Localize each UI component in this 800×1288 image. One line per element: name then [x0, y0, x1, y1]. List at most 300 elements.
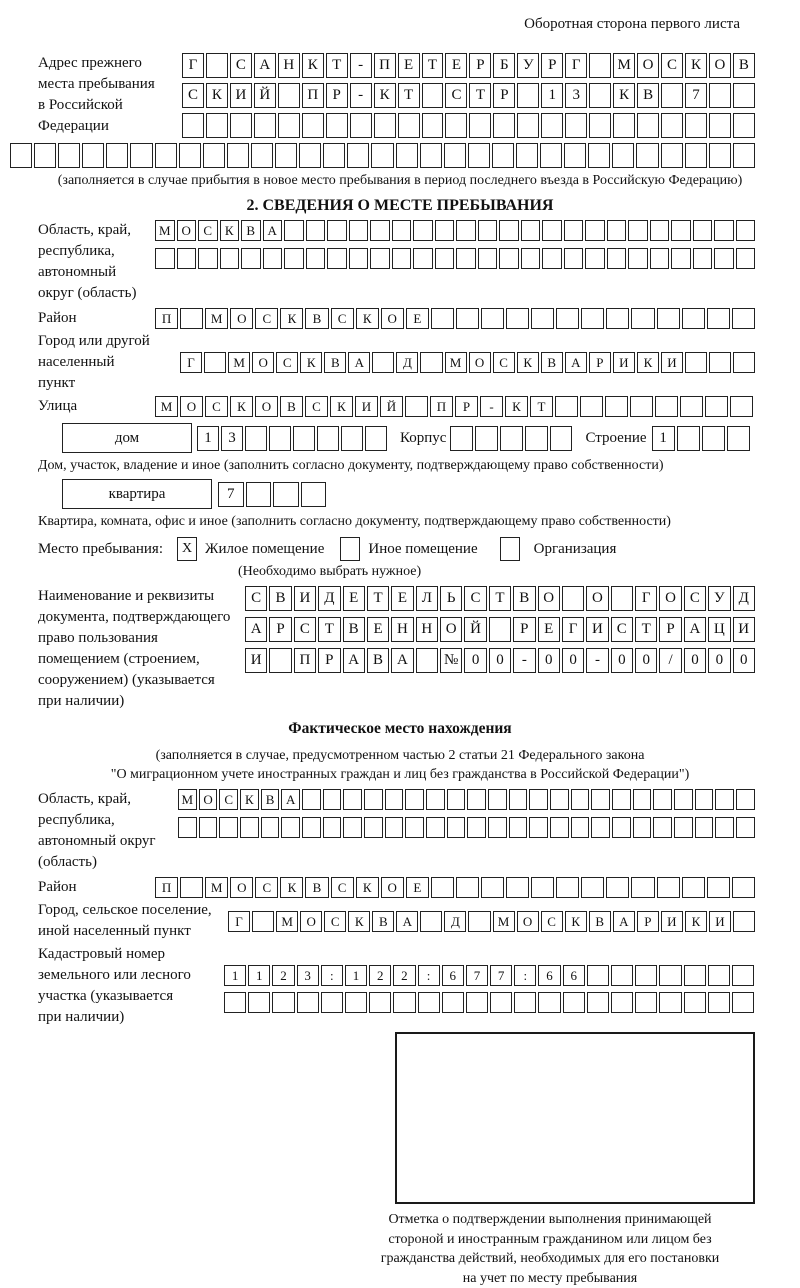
char-cell[interactable]: И	[613, 352, 635, 373]
char-cell[interactable]	[155, 248, 175, 269]
residence-checkbox-organization[interactable]	[500, 537, 520, 561]
char-cell[interactable]	[469, 113, 491, 138]
char-cell[interactable]: О	[659, 586, 681, 611]
char-cell[interactable]	[702, 426, 725, 451]
char-cell[interactable]	[571, 789, 590, 810]
char-cell[interactable]: Е	[343, 586, 365, 611]
char-cell[interactable]: С	[182, 83, 204, 108]
char-cell[interactable]	[709, 143, 731, 168]
char-cell[interactable]: К	[517, 352, 539, 373]
char-cell[interactable]	[709, 83, 731, 108]
char-cell[interactable]	[371, 143, 393, 168]
char-cell[interactable]	[714, 248, 734, 269]
char-cell[interactable]: :	[418, 965, 440, 986]
char-cell[interactable]	[708, 992, 730, 1013]
char-cell[interactable]	[589, 83, 611, 108]
char-cell[interactable]	[206, 113, 228, 138]
char-cell[interactable]	[372, 352, 394, 373]
char-cell[interactable]: К	[374, 83, 396, 108]
char-cell[interactable]	[659, 992, 681, 1013]
char-cell[interactable]	[297, 992, 319, 1013]
char-cell[interactable]: В	[269, 586, 291, 611]
char-cell[interactable]: 3	[297, 965, 319, 986]
char-cell[interactable]	[385, 789, 404, 810]
char-cell[interactable]	[420, 143, 442, 168]
char-cell[interactable]	[490, 992, 512, 1013]
char-cell[interactable]	[302, 789, 321, 810]
char-cell[interactable]	[468, 911, 490, 932]
char-cell[interactable]	[499, 220, 519, 241]
char-cell[interactable]	[637, 113, 659, 138]
char-cell[interactable]	[589, 53, 611, 78]
char-cell[interactable]	[302, 113, 324, 138]
char-cell[interactable]: :	[514, 965, 536, 986]
char-cell[interactable]	[393, 992, 415, 1013]
char-cell[interactable]: -	[513, 648, 535, 673]
char-cell[interactable]	[499, 248, 519, 269]
char-cell[interactable]	[422, 83, 444, 108]
char-cell[interactable]: И	[661, 911, 683, 932]
char-cell[interactable]	[605, 396, 628, 417]
char-cell[interactable]	[611, 586, 633, 611]
char-cell[interactable]: Г	[562, 617, 584, 642]
char-cell[interactable]	[733, 83, 755, 108]
char-cell[interactable]	[177, 248, 197, 269]
char-cell[interactable]: Ь	[440, 586, 462, 611]
char-cell[interactable]: Е	[538, 617, 560, 642]
char-cell[interactable]	[220, 248, 240, 269]
char-cell[interactable]	[321, 992, 343, 1013]
char-cell[interactable]: 6	[538, 965, 560, 986]
char-cell[interactable]	[674, 817, 693, 838]
char-cell[interactable]: В	[343, 617, 365, 642]
char-cell[interactable]	[374, 113, 396, 138]
char-cell[interactable]	[653, 789, 672, 810]
char-cell[interactable]	[488, 789, 507, 810]
char-cell[interactable]: Е	[445, 53, 467, 78]
char-cell[interactable]: Д	[396, 352, 418, 373]
char-cell[interactable]: А	[245, 617, 267, 642]
char-cell[interactable]: Р	[541, 53, 563, 78]
char-cell[interactable]: С	[255, 308, 278, 329]
char-cell[interactable]	[489, 617, 511, 642]
char-cell[interactable]: А	[254, 53, 276, 78]
char-cell[interactable]	[456, 220, 476, 241]
char-cell[interactable]	[323, 789, 342, 810]
char-cell[interactable]: Й	[464, 617, 486, 642]
char-cell[interactable]	[695, 789, 714, 810]
char-cell[interactable]	[630, 396, 653, 417]
char-cell[interactable]	[736, 789, 755, 810]
char-cell[interactable]: О	[469, 352, 491, 373]
char-cell[interactable]: О	[199, 789, 218, 810]
char-cell[interactable]: В	[513, 586, 535, 611]
char-cell[interactable]	[707, 308, 730, 329]
char-cell[interactable]	[444, 143, 466, 168]
char-cell[interactable]	[653, 817, 672, 838]
char-cell[interactable]	[589, 113, 611, 138]
char-cell[interactable]	[350, 113, 372, 138]
char-cell[interactable]: 0	[635, 648, 657, 673]
char-cell[interactable]	[481, 877, 504, 898]
char-cell[interactable]: В	[589, 911, 611, 932]
char-cell[interactable]: С	[331, 877, 354, 898]
char-cell[interactable]: Н	[416, 617, 438, 642]
char-cell[interactable]	[343, 789, 362, 810]
char-cell[interactable]	[456, 248, 476, 269]
char-cell[interactable]: Й	[380, 396, 403, 417]
char-cell[interactable]: 1	[345, 965, 367, 986]
char-cell[interactable]: П	[155, 308, 178, 329]
char-cell[interactable]	[468, 143, 490, 168]
char-cell[interactable]: К	[505, 396, 528, 417]
char-cell[interactable]: П	[302, 83, 324, 108]
char-cell[interactable]: О	[177, 220, 197, 241]
char-cell[interactable]	[521, 248, 541, 269]
char-cell[interactable]	[671, 248, 691, 269]
char-cell[interactable]	[106, 143, 128, 168]
char-cell[interactable]: М	[493, 911, 515, 932]
char-cell[interactable]: А	[613, 911, 635, 932]
char-cell[interactable]: 6	[442, 965, 464, 986]
char-cell[interactable]: О	[538, 586, 560, 611]
char-cell[interactable]	[182, 113, 204, 138]
char-cell[interactable]	[442, 992, 464, 1013]
char-cell[interactable]: Е	[406, 308, 429, 329]
residence-checkbox-other-premises[interactable]	[340, 537, 360, 561]
char-cell[interactable]: М	[205, 877, 228, 898]
char-cell[interactable]: Р	[318, 648, 340, 673]
char-cell[interactable]: С	[464, 586, 486, 611]
char-cell[interactable]	[272, 992, 294, 1013]
char-cell[interactable]	[481, 308, 504, 329]
char-cell[interactable]	[709, 113, 731, 138]
char-cell[interactable]	[323, 143, 345, 168]
char-cell[interactable]	[364, 789, 383, 810]
char-cell[interactable]	[564, 143, 586, 168]
char-cell[interactable]: К	[220, 220, 240, 241]
char-cell[interactable]	[506, 877, 529, 898]
char-cell[interactable]	[341, 426, 363, 451]
char-cell[interactable]	[203, 143, 225, 168]
char-cell[interactable]	[693, 248, 713, 269]
char-cell[interactable]	[736, 248, 756, 269]
char-cell[interactable]: Р	[326, 83, 348, 108]
char-cell[interactable]: О	[381, 877, 404, 898]
char-cell[interactable]: С	[493, 352, 515, 373]
char-cell[interactable]: О	[637, 53, 659, 78]
char-cell[interactable]	[732, 877, 755, 898]
char-cell[interactable]: 1	[248, 965, 270, 986]
char-cell[interactable]: К	[348, 911, 370, 932]
char-cell[interactable]: Е	[391, 586, 413, 611]
char-cell[interactable]	[529, 817, 548, 838]
char-cell[interactable]: 0	[489, 648, 511, 673]
char-cell[interactable]: Т	[635, 617, 657, 642]
char-cell[interactable]	[661, 113, 683, 138]
char-cell[interactable]: Д	[318, 586, 340, 611]
char-cell[interactable]: К	[685, 53, 707, 78]
char-cell[interactable]	[650, 248, 670, 269]
char-cell[interactable]	[587, 992, 609, 1013]
char-cell[interactable]	[564, 248, 584, 269]
char-cell[interactable]	[58, 143, 80, 168]
char-cell[interactable]	[345, 992, 367, 1013]
char-cell[interactable]: -	[350, 53, 372, 78]
char-cell[interactable]	[531, 877, 554, 898]
char-cell[interactable]	[426, 789, 445, 810]
char-cell[interactable]	[525, 426, 548, 451]
char-cell[interactable]	[732, 965, 754, 986]
char-cell[interactable]	[180, 877, 203, 898]
char-cell[interactable]	[467, 789, 486, 810]
char-cell[interactable]: Е	[398, 53, 420, 78]
char-cell[interactable]	[541, 113, 563, 138]
char-cell[interactable]: С	[611, 617, 633, 642]
char-cell[interactable]	[347, 143, 369, 168]
char-cell[interactable]	[206, 53, 228, 78]
char-cell[interactable]	[252, 911, 274, 932]
char-cell[interactable]	[733, 143, 755, 168]
char-cell[interactable]	[661, 83, 683, 108]
char-cell[interactable]: С	[331, 308, 354, 329]
char-cell[interactable]: Р	[659, 617, 681, 642]
char-cell[interactable]	[467, 817, 486, 838]
char-cell[interactable]	[550, 817, 569, 838]
char-cell[interactable]	[420, 352, 442, 373]
char-cell[interactable]: П	[374, 53, 396, 78]
char-cell[interactable]	[607, 220, 627, 241]
char-cell[interactable]: Г	[180, 352, 202, 373]
char-cell[interactable]	[659, 965, 681, 986]
char-cell[interactable]: С	[276, 352, 298, 373]
char-cell[interactable]: М	[155, 396, 178, 417]
char-cell[interactable]	[684, 992, 706, 1013]
char-cell[interactable]: О	[381, 308, 404, 329]
char-cell[interactable]	[273, 482, 299, 507]
char-cell[interactable]	[607, 248, 627, 269]
char-cell[interactable]: М	[613, 53, 635, 78]
char-cell[interactable]	[306, 248, 326, 269]
char-cell[interactable]: О	[180, 396, 203, 417]
char-cell[interactable]	[254, 113, 276, 138]
char-cell[interactable]	[611, 992, 633, 1013]
char-cell[interactable]	[10, 143, 32, 168]
char-cell[interactable]: О	[252, 352, 274, 373]
char-cell[interactable]: :	[321, 965, 343, 986]
char-cell[interactable]	[516, 143, 538, 168]
char-cell[interactable]	[230, 113, 252, 138]
char-cell[interactable]: 0	[708, 648, 730, 673]
char-cell[interactable]: Т	[469, 83, 491, 108]
char-cell[interactable]	[488, 817, 507, 838]
char-cell[interactable]	[422, 113, 444, 138]
char-cell[interactable]	[284, 248, 304, 269]
char-cell[interactable]: В	[261, 789, 280, 810]
char-cell[interactable]	[517, 113, 539, 138]
char-cell[interactable]	[445, 113, 467, 138]
char-cell[interactable]: С	[245, 586, 267, 611]
char-cell[interactable]	[628, 220, 648, 241]
char-cell[interactable]: С	[205, 396, 228, 417]
char-cell[interactable]	[278, 83, 300, 108]
char-cell[interactable]: О	[255, 396, 278, 417]
char-cell[interactable]	[732, 992, 754, 1013]
char-cell[interactable]: О	[440, 617, 462, 642]
char-cell[interactable]: /	[659, 648, 681, 673]
char-cell[interactable]	[655, 396, 678, 417]
char-cell[interactable]	[82, 143, 104, 168]
char-cell[interactable]: К	[230, 396, 253, 417]
char-cell[interactable]: С	[198, 220, 218, 241]
char-cell[interactable]	[456, 308, 479, 329]
char-cell[interactable]	[509, 789, 528, 810]
char-cell[interactable]	[531, 308, 554, 329]
char-cell[interactable]	[563, 992, 585, 1013]
char-cell[interactable]	[730, 396, 753, 417]
char-cell[interactable]	[674, 789, 693, 810]
char-cell[interactable]: 7	[490, 965, 512, 986]
char-cell[interactable]	[707, 877, 730, 898]
char-cell[interactable]: А	[348, 352, 370, 373]
char-cell[interactable]: Е	[406, 877, 429, 898]
char-cell[interactable]	[180, 308, 203, 329]
char-cell[interactable]	[398, 113, 420, 138]
char-cell[interactable]: Ц	[708, 617, 730, 642]
char-cell[interactable]	[588, 143, 610, 168]
char-cell[interactable]	[585, 248, 605, 269]
char-cell[interactable]	[392, 248, 412, 269]
char-cell[interactable]	[631, 308, 654, 329]
char-cell[interactable]	[418, 992, 440, 1013]
char-cell[interactable]	[695, 817, 714, 838]
char-cell[interactable]	[269, 648, 291, 673]
char-cell[interactable]	[370, 248, 390, 269]
char-cell[interactable]	[571, 817, 590, 838]
char-cell[interactable]: И	[586, 617, 608, 642]
char-cell[interactable]	[405, 396, 428, 417]
char-cell[interactable]	[478, 248, 498, 269]
char-cell[interactable]	[245, 426, 267, 451]
char-cell[interactable]: А	[391, 648, 413, 673]
char-cell[interactable]	[466, 992, 488, 1013]
char-cell[interactable]	[715, 789, 734, 810]
char-cell[interactable]: В	[324, 352, 346, 373]
char-cell[interactable]	[426, 817, 445, 838]
char-cell[interactable]: Т	[530, 396, 553, 417]
char-cell[interactable]: М	[205, 308, 228, 329]
char-cell[interactable]: Р	[637, 911, 659, 932]
char-cell[interactable]	[685, 143, 707, 168]
char-cell[interactable]	[275, 143, 297, 168]
char-cell[interactable]: Т	[318, 617, 340, 642]
char-cell[interactable]	[709, 352, 731, 373]
char-cell[interactable]	[327, 248, 347, 269]
char-cell[interactable]: А	[684, 617, 706, 642]
char-cell[interactable]	[248, 992, 270, 1013]
char-cell[interactable]: У	[708, 586, 730, 611]
char-cell[interactable]: Г	[565, 53, 587, 78]
char-cell[interactable]	[521, 220, 541, 241]
char-cell[interactable]	[727, 426, 750, 451]
char-cell[interactable]	[475, 426, 498, 451]
char-cell[interactable]	[369, 992, 391, 1013]
char-cell[interactable]: К	[206, 83, 228, 108]
char-cell[interactable]: 0	[733, 648, 755, 673]
char-cell[interactable]	[299, 143, 321, 168]
char-cell[interactable]	[657, 877, 680, 898]
char-cell[interactable]	[581, 877, 604, 898]
char-cell[interactable]: Р	[493, 83, 515, 108]
char-cell[interactable]: К	[685, 911, 707, 932]
char-cell[interactable]	[657, 308, 680, 329]
char-cell[interactable]	[509, 817, 528, 838]
char-cell[interactable]	[281, 817, 300, 838]
char-cell[interactable]: П	[294, 648, 316, 673]
char-cell[interactable]: Г	[228, 911, 250, 932]
char-cell[interactable]: Б	[493, 53, 515, 78]
char-cell[interactable]: П	[430, 396, 453, 417]
char-cell[interactable]: К	[613, 83, 635, 108]
char-cell[interactable]: С	[445, 83, 467, 108]
char-cell[interactable]: К	[280, 877, 303, 898]
char-cell[interactable]: И	[709, 911, 731, 932]
char-cell[interactable]	[682, 308, 705, 329]
char-cell[interactable]	[631, 877, 654, 898]
char-cell[interactable]	[420, 911, 442, 932]
char-cell[interactable]	[306, 220, 326, 241]
char-cell[interactable]	[219, 817, 238, 838]
char-cell[interactable]	[435, 248, 455, 269]
char-cell[interactable]	[301, 482, 327, 507]
char-cell[interactable]: О	[300, 911, 322, 932]
char-cell[interactable]: Т	[367, 586, 389, 611]
residence-checkbox-dwelling[interactable]: X	[177, 537, 197, 561]
char-cell[interactable]	[671, 220, 691, 241]
char-cell[interactable]: Т	[326, 53, 348, 78]
char-cell[interactable]: У	[517, 53, 539, 78]
char-cell[interactable]: 0	[538, 648, 560, 673]
char-cell[interactable]: И	[294, 586, 316, 611]
char-cell[interactable]: Н	[391, 617, 413, 642]
char-cell[interactable]	[364, 817, 383, 838]
char-cell[interactable]: Н	[278, 53, 300, 78]
char-cell[interactable]: 1	[224, 965, 246, 986]
char-cell[interactable]: Г	[635, 586, 657, 611]
char-cell[interactable]: И	[230, 83, 252, 108]
char-cell[interactable]: 0	[562, 648, 584, 673]
char-cell[interactable]: П	[155, 877, 178, 898]
char-cell[interactable]	[456, 877, 479, 898]
char-cell[interactable]	[542, 248, 562, 269]
char-cell[interactable]	[447, 789, 466, 810]
char-cell[interactable]	[447, 817, 466, 838]
char-cell[interactable]: В	[733, 53, 755, 78]
char-cell[interactable]	[581, 308, 604, 329]
char-cell[interactable]	[685, 352, 707, 373]
char-cell[interactable]: 3	[221, 426, 243, 451]
char-cell[interactable]	[633, 817, 652, 838]
char-cell[interactable]	[327, 220, 347, 241]
char-cell[interactable]: А	[343, 648, 365, 673]
char-cell[interactable]	[612, 143, 634, 168]
char-cell[interactable]	[263, 248, 283, 269]
char-cell[interactable]: К	[302, 53, 324, 78]
char-cell[interactable]	[733, 352, 755, 373]
char-cell[interactable]	[323, 817, 342, 838]
char-cell[interactable]	[591, 789, 610, 810]
char-cell[interactable]	[542, 220, 562, 241]
